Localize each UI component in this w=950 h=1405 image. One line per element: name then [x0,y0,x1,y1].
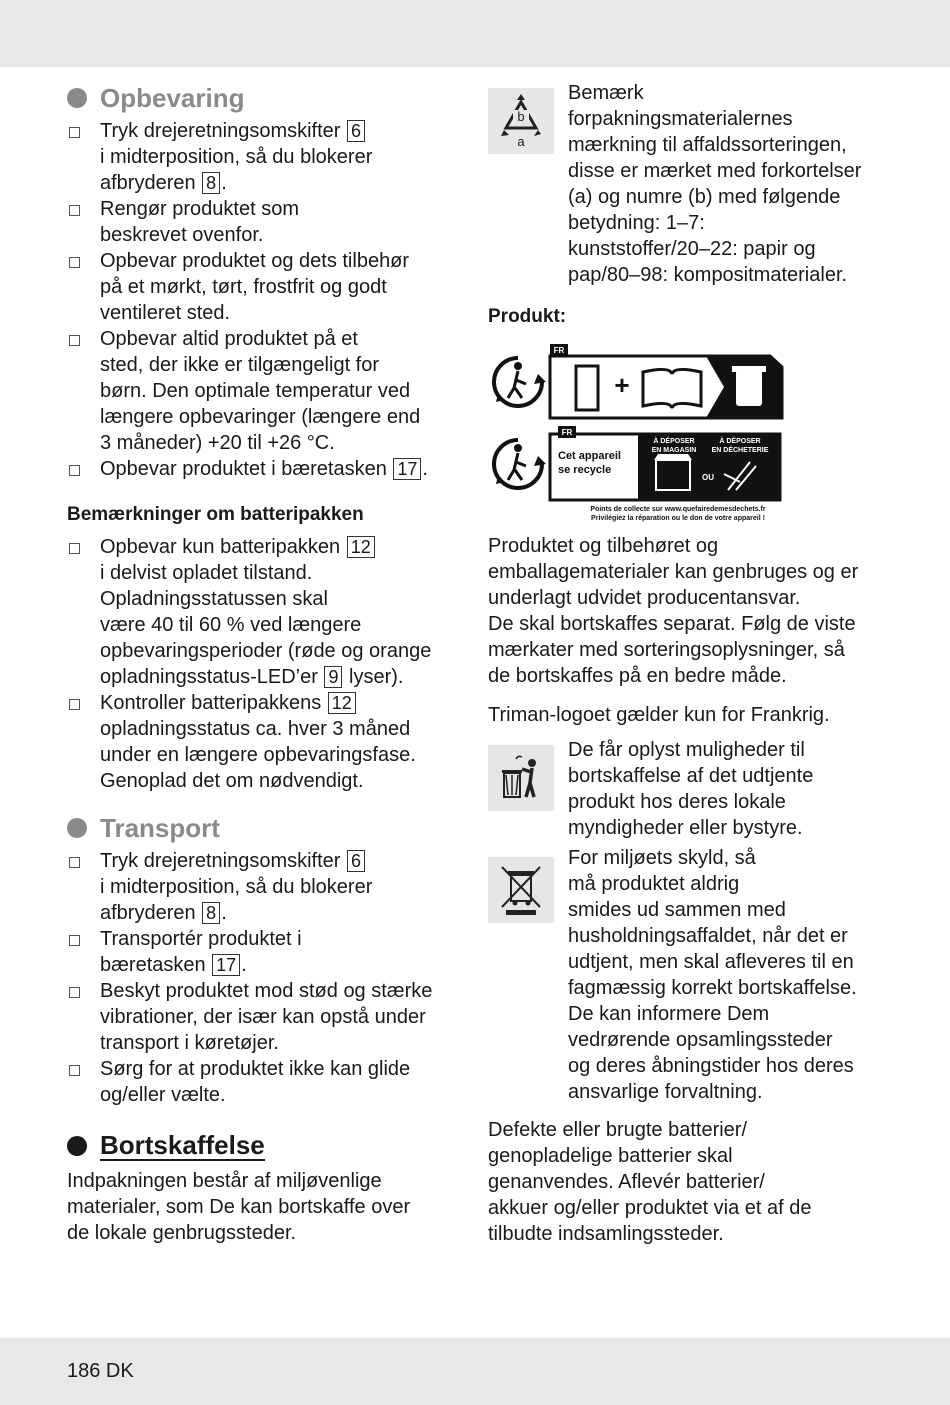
left-column [67,82,467,1246]
recycle-code-icon [488,88,554,154]
svg-text:FR: FR [561,428,573,437]
ref-number: 6 [347,850,365,872]
ref-number: 12 [328,692,356,714]
ref-number: 6 [347,120,365,142]
weee-note-text: For miljøets skyld, så må produktet aldrig smides ud sammen med husholdningsaffaldet, når det er udtjent, men skal afleveres til en fagmæssig korrekt bortskaffelse. De kan informere Dem vedrørende opsamlingssteder og deres åbningstider hos deres ansvarlige forvaltning. [568,847,857,1103]
ref-number: 8 [202,902,220,924]
bullet-dot-icon [67,88,87,108]
crossed-bin-icon [488,857,554,923]
svg-text:EN DÉCHETERIE: EN DÉCHETERIE [711,447,769,454]
svg-text:+: + [614,370,630,400]
trash-person-icon [488,745,554,811]
recycle-note-text: Bemærk forpakningsmaterialernes mærkning til affaldssorteringen, disse er mærket med forkortelser (a) og numre (b) med følgende betydning: 1–7: kunststoffer/20–22: papir og pap/80–98: kompositmaterialer. [568,82,862,286]
svg-text:b: b [517,109,525,124]
page-number: 186 DK [67,1360,134,1382]
battery-disposal-paragraph: Defekte eller brugte batterier/ genopladelige batterier skal genanvendes. Aflevér batterier/ akkuer og/eller produktet via et af de tilbudte indsamlingssteder. [488,1119,812,1245]
triman-icon [494,358,546,406]
svg-text:À DÉPOSER: À DÉPOSER [719,438,761,445]
list-item: Tryk drejeretningsomskifter 6 i midterposition, så du blokerer afbryderen 8 . [67,118,467,196]
ref-number: 8 [202,172,220,194]
footer-bar [0,1338,950,1405]
triman-note: Triman-logoet gælder kun for Frankrig. [488,704,830,726]
disposal-paragraph: Indpakningen består af miljøvenlige materialer, som De kan bortskaffe over de lokale genbrugssteder. [67,1170,411,1244]
svg-text:Cet appareil: Cet appareil [558,450,621,462]
list-item: Rengør produktet som beskrevet ovenfor. [67,196,467,248]
right-column [488,82,888,1247]
battery-list [67,534,467,794]
list-item: Opbevar produktet og dets tilbehør på et mørkt, tørt, frostfrit og godt ventileret sted. [67,248,467,326]
list-item: Opbevar produktet i bæretasken 17 . [67,456,467,482]
ref-number: 17 [212,954,240,976]
section-heading-opbevaring [67,82,467,114]
list-item: Tryk drejeretningsomskifter 6 i midterposition, så du blokerer afbryderen 8 . [67,848,467,926]
subheading-battery: Bemærkninger om batteripakken [67,504,364,525]
heading-text: Transport [100,812,220,843]
produkt-label: Produkt: [488,306,567,327]
bin-note [488,741,888,841]
list-item: Opbevar kun batteripakken 12 i delvist opladet tilstand. Opladningsstatussen skal være 40 til 60 % ved længere opbevaringsperioder (røde og orange opladningsstatus-LED’er 9 lyser). [67,534,467,690]
heading-text: Opbevaring [100,82,245,113]
triman-graphic [488,344,788,524]
list-item: Sørg for at produktet ikke kan glide og/eller vælte. [67,1056,467,1108]
recycle-note [488,82,888,288]
list-item: Beskyt produktet mod stød og stærke vibrationer, der især kan opstå under transport i køretøjer. [67,978,467,1056]
svg-text:EN MAGASIN: EN MAGASIN [651,447,697,454]
list-item: Kontroller batteripakkens 12 opladningsstatus ca. hver 3 måned under en længere opbevaringsfase. Genoplad det om nødvendigt. [67,690,467,794]
ref-number: 9 [324,666,342,688]
list-item: Opbevar altid produktet på et sted, der ikke er tilgængeligt for børn. Den optimale temperatur ved længere opbevaringer (længere end 3 måneder) +20 til +26 °C. [67,326,467,456]
svg-text:FR: FR [553,346,565,355]
bullet-dot-icon [67,818,87,838]
top-bar [0,0,950,67]
bullet-dot-icon [67,1136,87,1156]
svg-text:Points de collecte sur www.que: Points de collecte sur www.quefairedemesdechets.fr [590,506,766,513]
ref-number: 17 [393,458,421,480]
ref-number: 12 [347,536,375,558]
svg-text:OU: OU [702,473,714,482]
producer-responsibility-paragraph: Produktet og tilbehøret og emballagematerialer kan genbruges og er underlagt udvidet producentansvar. De skal bortskaffes separat. Følg de viste mærkater med sorteringsoplysninger, så de bortskaffes på en bedre måde. [488,535,859,687]
svg-text:Privilégiez la réparation ou l: Privilégiez la réparation ou le don de votre appareil ! [591,515,765,522]
weee-note [488,847,888,1105]
section-heading-bortskaffelse [67,1130,467,1162]
svg-text:a: a [517,134,525,149]
svg-text:À DÉPOSER: À DÉPOSER [653,438,695,445]
list-item: Transportér produktet i bæretasken 17 . [67,926,467,978]
svg-text:se recycle: se recycle [558,464,612,476]
bin-note-text: De får oplyst muligheder til bortskaffelse af det udtjente produkt hos deres lokale myndigheder eller bystyre. [568,739,814,839]
opbevaring-list [67,118,467,482]
transport-list [67,848,467,1108]
heading-text: Bortskaffelse [100,1130,265,1160]
section-heading-transport [67,812,467,844]
